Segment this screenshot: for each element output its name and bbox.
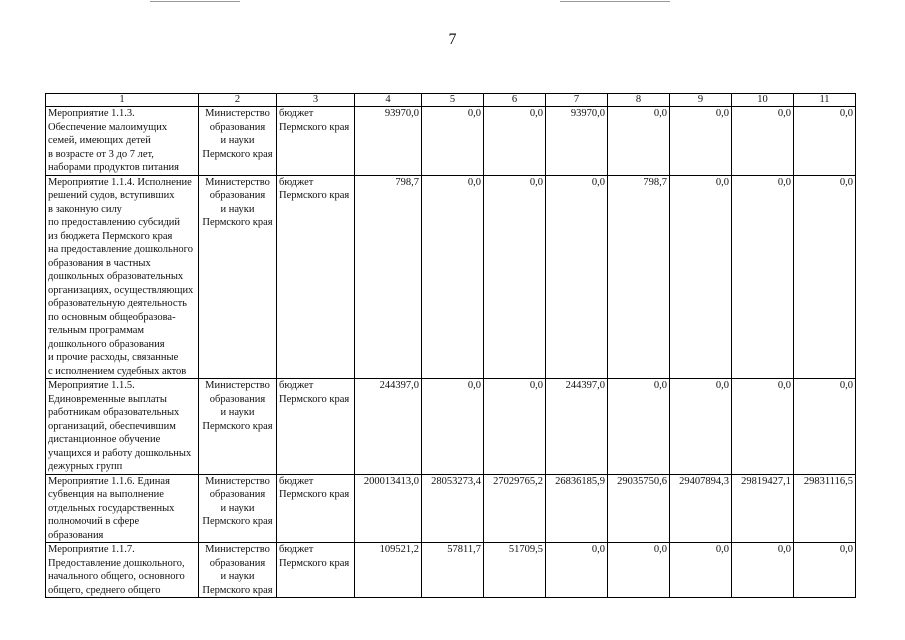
header-cell: 2	[199, 94, 277, 107]
amount-cell: 29831116,5	[794, 474, 856, 543]
amount-cell: 0,0	[794, 175, 856, 379]
amount-cell: 29819427,1	[732, 474, 794, 543]
amount-cell: 0,0	[422, 175, 484, 379]
amount-cell: 0,0	[546, 175, 608, 379]
amount-cell: 0,0	[732, 543, 794, 598]
amount-cell: 244397,0	[546, 379, 608, 475]
amount-cell: 0,0	[484, 175, 546, 379]
header-cell: 3	[277, 94, 355, 107]
amount-cell: 0,0	[732, 107, 794, 176]
executor-cell: Министерство образования и науки Пермского края	[199, 543, 277, 598]
table-row	[46, 379, 856, 475]
amount-cell: 93970,0	[546, 107, 608, 176]
amount-cell: 0,0	[732, 175, 794, 379]
table-row	[46, 474, 856, 543]
activity-name-cell: Мероприятие 1.1.3. Обеспечение малоимущих семей, имеющих детей в возрасте от 3 до 7 лет, наборами продуктов питания	[46, 107, 199, 176]
amount-cell: 0,0	[670, 107, 732, 176]
amount-cell: 0,0	[484, 379, 546, 475]
activity-name-cell: Мероприятие 1.1.5. Единовременные выплаты работникам образовательных организаций, обеспечившим дистанционное обучение учащихся и работу дошкольных дежурных групп	[46, 379, 199, 475]
amount-cell: 0,0	[794, 543, 856, 598]
amount-cell: 0,0	[670, 543, 732, 598]
page-number: 7	[448, 31, 457, 48]
executor-cell: Министерство образования и науки Пермского края	[199, 107, 277, 176]
amount-cell: 0,0	[608, 107, 670, 176]
amount-cell: 0,0	[732, 379, 794, 475]
header-cell: 9	[670, 94, 732, 107]
amount-cell: 0,0	[546, 543, 608, 598]
amount-cell: 0,0	[794, 107, 856, 176]
amount-cell: 51709,5	[484, 543, 546, 598]
header-cell: 7	[546, 94, 608, 107]
amount-cell: 0,0	[670, 379, 732, 475]
activity-name-cell: Мероприятие 1.1.7. Предоставление дошкольного, начального общего, основного общего, среднего общего	[46, 543, 199, 598]
amount-cell: 0,0	[670, 175, 732, 379]
executor-cell: Министерство образования и науки Пермского края	[199, 474, 277, 543]
amount-cell: 29035750,6	[608, 474, 670, 543]
amount-cell: 0,0	[484, 107, 546, 176]
amount-cell: 0,0	[608, 543, 670, 598]
amount-cell: 798,7	[355, 175, 422, 379]
amount-cell: 93970,0	[355, 107, 422, 176]
amount-cell: 57811,7	[422, 543, 484, 598]
activity-name-cell: Мероприятие 1.1.6. Единая субвенция на выполнение отдельных государственных полномочий в сфере образования	[46, 474, 199, 543]
header-row	[46, 94, 856, 107]
amount-cell: 798,7	[608, 175, 670, 379]
header-cell: 11	[794, 94, 856, 107]
amount-cell: 28053273,4	[422, 474, 484, 543]
header-cell: 10	[732, 94, 794, 107]
executor-cell: Министерство образования и науки Пермского края	[199, 175, 277, 379]
funding-source-cell: бюджет Пермского края	[277, 107, 355, 176]
amount-cell: 200013413,0	[355, 474, 422, 543]
header-cell: 6	[484, 94, 546, 107]
funding-source-cell: бюджет Пермского края	[277, 379, 355, 475]
table-row	[46, 107, 856, 176]
header-cell: 4	[355, 94, 422, 107]
table-row	[46, 175, 856, 379]
table-row	[46, 543, 856, 598]
header-cell: 1	[46, 94, 199, 107]
amount-cell: 0,0	[422, 107, 484, 176]
amount-cell: 0,0	[422, 379, 484, 475]
activity-name-cell: Мероприятие 1.1.4. Исполнение решений судов, вступивших в законную силу по предоставлению субсидий из бюджета Пермского края на предоставление дошкольного образования в частных дошкольных образовательных организациях, осуществляющих образовательную деятельность по основным общеобразова- тельным программам дошкольного образования и прочие расходы, связанные с исполнением судебных актов	[46, 175, 199, 379]
scan-edge-line	[560, 1, 670, 2]
amount-cell: 26836185,9	[546, 474, 608, 543]
scan-edge-line	[150, 1, 240, 2]
funding-source-cell: бюджет Пермского края	[277, 543, 355, 598]
funding-source-cell: бюджет Пермского края	[277, 474, 355, 543]
amount-cell: 0,0	[794, 379, 856, 475]
executor-cell: Министерство образования и науки Пермского края	[199, 379, 277, 475]
budget-table	[45, 93, 856, 598]
funding-source-cell: бюджет Пермского края	[277, 175, 355, 379]
amount-cell: 27029765,2	[484, 474, 546, 543]
header-cell: 8	[608, 94, 670, 107]
amount-cell: 29407894,3	[670, 474, 732, 543]
amount-cell: 109521,2	[355, 543, 422, 598]
amount-cell: 244397,0	[355, 379, 422, 475]
amount-cell: 0,0	[608, 379, 670, 475]
header-cell: 5	[422, 94, 484, 107]
